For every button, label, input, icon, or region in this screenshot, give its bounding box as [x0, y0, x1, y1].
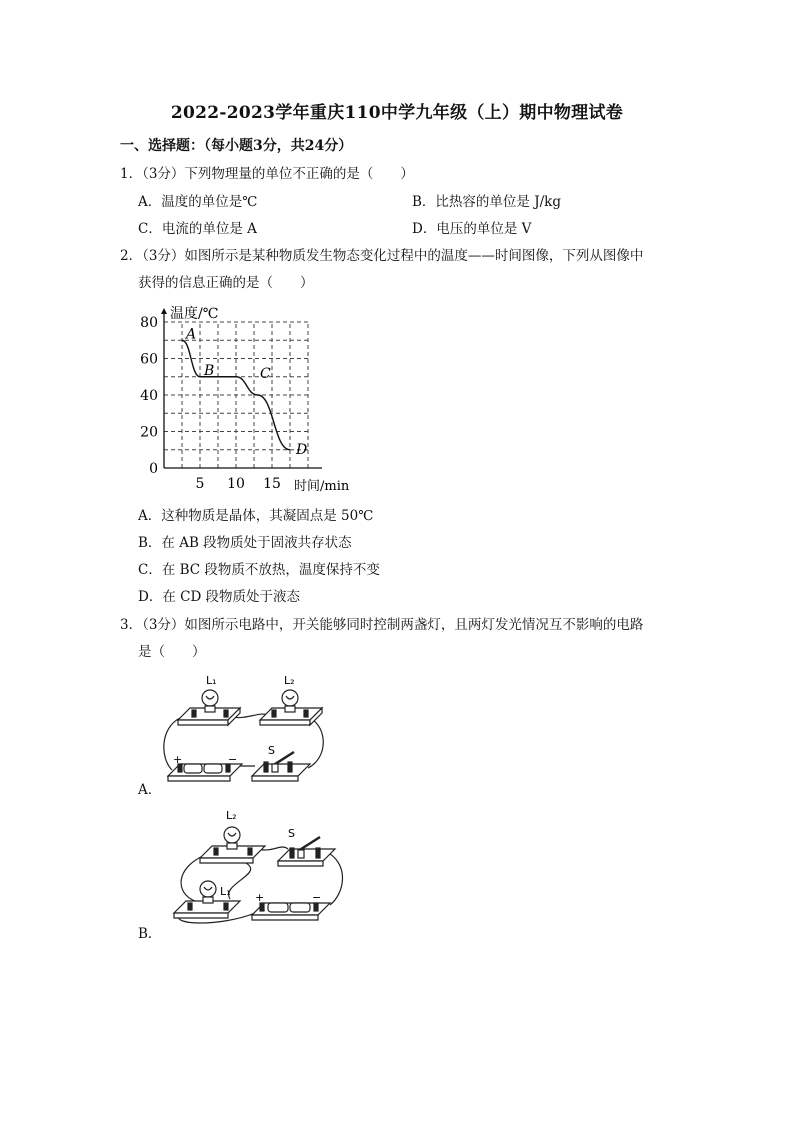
lamp-l1-label: L₁: [206, 674, 217, 687]
q3-option-a-label: A．: [138, 782, 162, 798]
lamp-l1-label: L₁: [220, 885, 231, 898]
temperature-time-chart: [130, 298, 370, 498]
q2-stem-line1: 2．（3分）如图所示是某种物质发生物态变化过程中的温度——时间图像，下列从图像中: [120, 248, 644, 264]
y-axis-label: 温度/℃: [170, 306, 219, 322]
q3-option-b-label: B．: [138, 926, 162, 942]
x-tick-label: 15: [263, 476, 281, 492]
y-tick-label: 0: [149, 461, 158, 477]
lamp-l2-label: L₂: [226, 809, 237, 822]
section-heading: 一、选择题：（每小题3分，共24分）: [120, 138, 353, 154]
q2-option-b: B．在 AB 段物质处于固液共存状态: [138, 535, 352, 551]
y-tick-label: 20: [140, 424, 158, 441]
y-tick-label: 80: [140, 315, 158, 331]
q1-option-b: B．比热容的单位是 J/kg: [412, 194, 561, 210]
battery-minus-label: −: [312, 891, 322, 904]
battery-plus-label: +: [255, 891, 265, 904]
y-tick-label: 40: [140, 388, 158, 404]
y-axis-arrow: [161, 308, 167, 314]
battery-plus-label: +: [173, 753, 183, 766]
lamp-l2-label: L₂: [284, 674, 295, 687]
q1-option-d: D．电压的单位是 V: [412, 221, 532, 237]
circuit-diagram-a: [160, 668, 340, 790]
y-tick-label: 60: [140, 351, 158, 368]
x-tick-label: 10: [227, 476, 245, 492]
q2-stem-line2: 获得的信息正确的是（ ）: [138, 275, 314, 291]
point-label-a: A: [186, 326, 197, 343]
switch-label: S: [268, 744, 275, 757]
switch-label: S: [288, 827, 295, 840]
q1-option-c: C．电流的单位是 A: [138, 221, 257, 237]
q2-option-d: D．在 CD 段物质处于液态: [138, 589, 301, 605]
q2-option-c: C．在 BC 段物质不放热，温度保持不变: [138, 562, 380, 578]
q1-option-a: A．温度的单位是℃: [138, 194, 258, 210]
x-axis-label: 时间/min: [294, 479, 350, 494]
point-label-c: C: [260, 366, 271, 383]
q3-stem-line1: 3．（3分）如图所示电路中，开关能够同时控制两盏灯，且两灯发光情况互不影响的电路: [120, 617, 644, 633]
page-title: 2022-2023学年重庆110中学九年级（上）期中物理试卷: [170, 103, 624, 123]
q2-option-a: A．这种物质是晶体，其凝固点是 50℃: [138, 508, 374, 524]
q3-stem-line2: 是（ ）: [138, 644, 206, 660]
circuit-diagram-b: [160, 803, 360, 933]
point-label-b: B: [204, 362, 215, 379]
q1-stem: 1．（3分）下列物理量的单位不正确的是（ ）: [120, 166, 414, 182]
point-label-d: D: [296, 441, 308, 458]
battery-minus-label: −: [228, 753, 238, 766]
x-tick-label: 5: [195, 476, 205, 492]
